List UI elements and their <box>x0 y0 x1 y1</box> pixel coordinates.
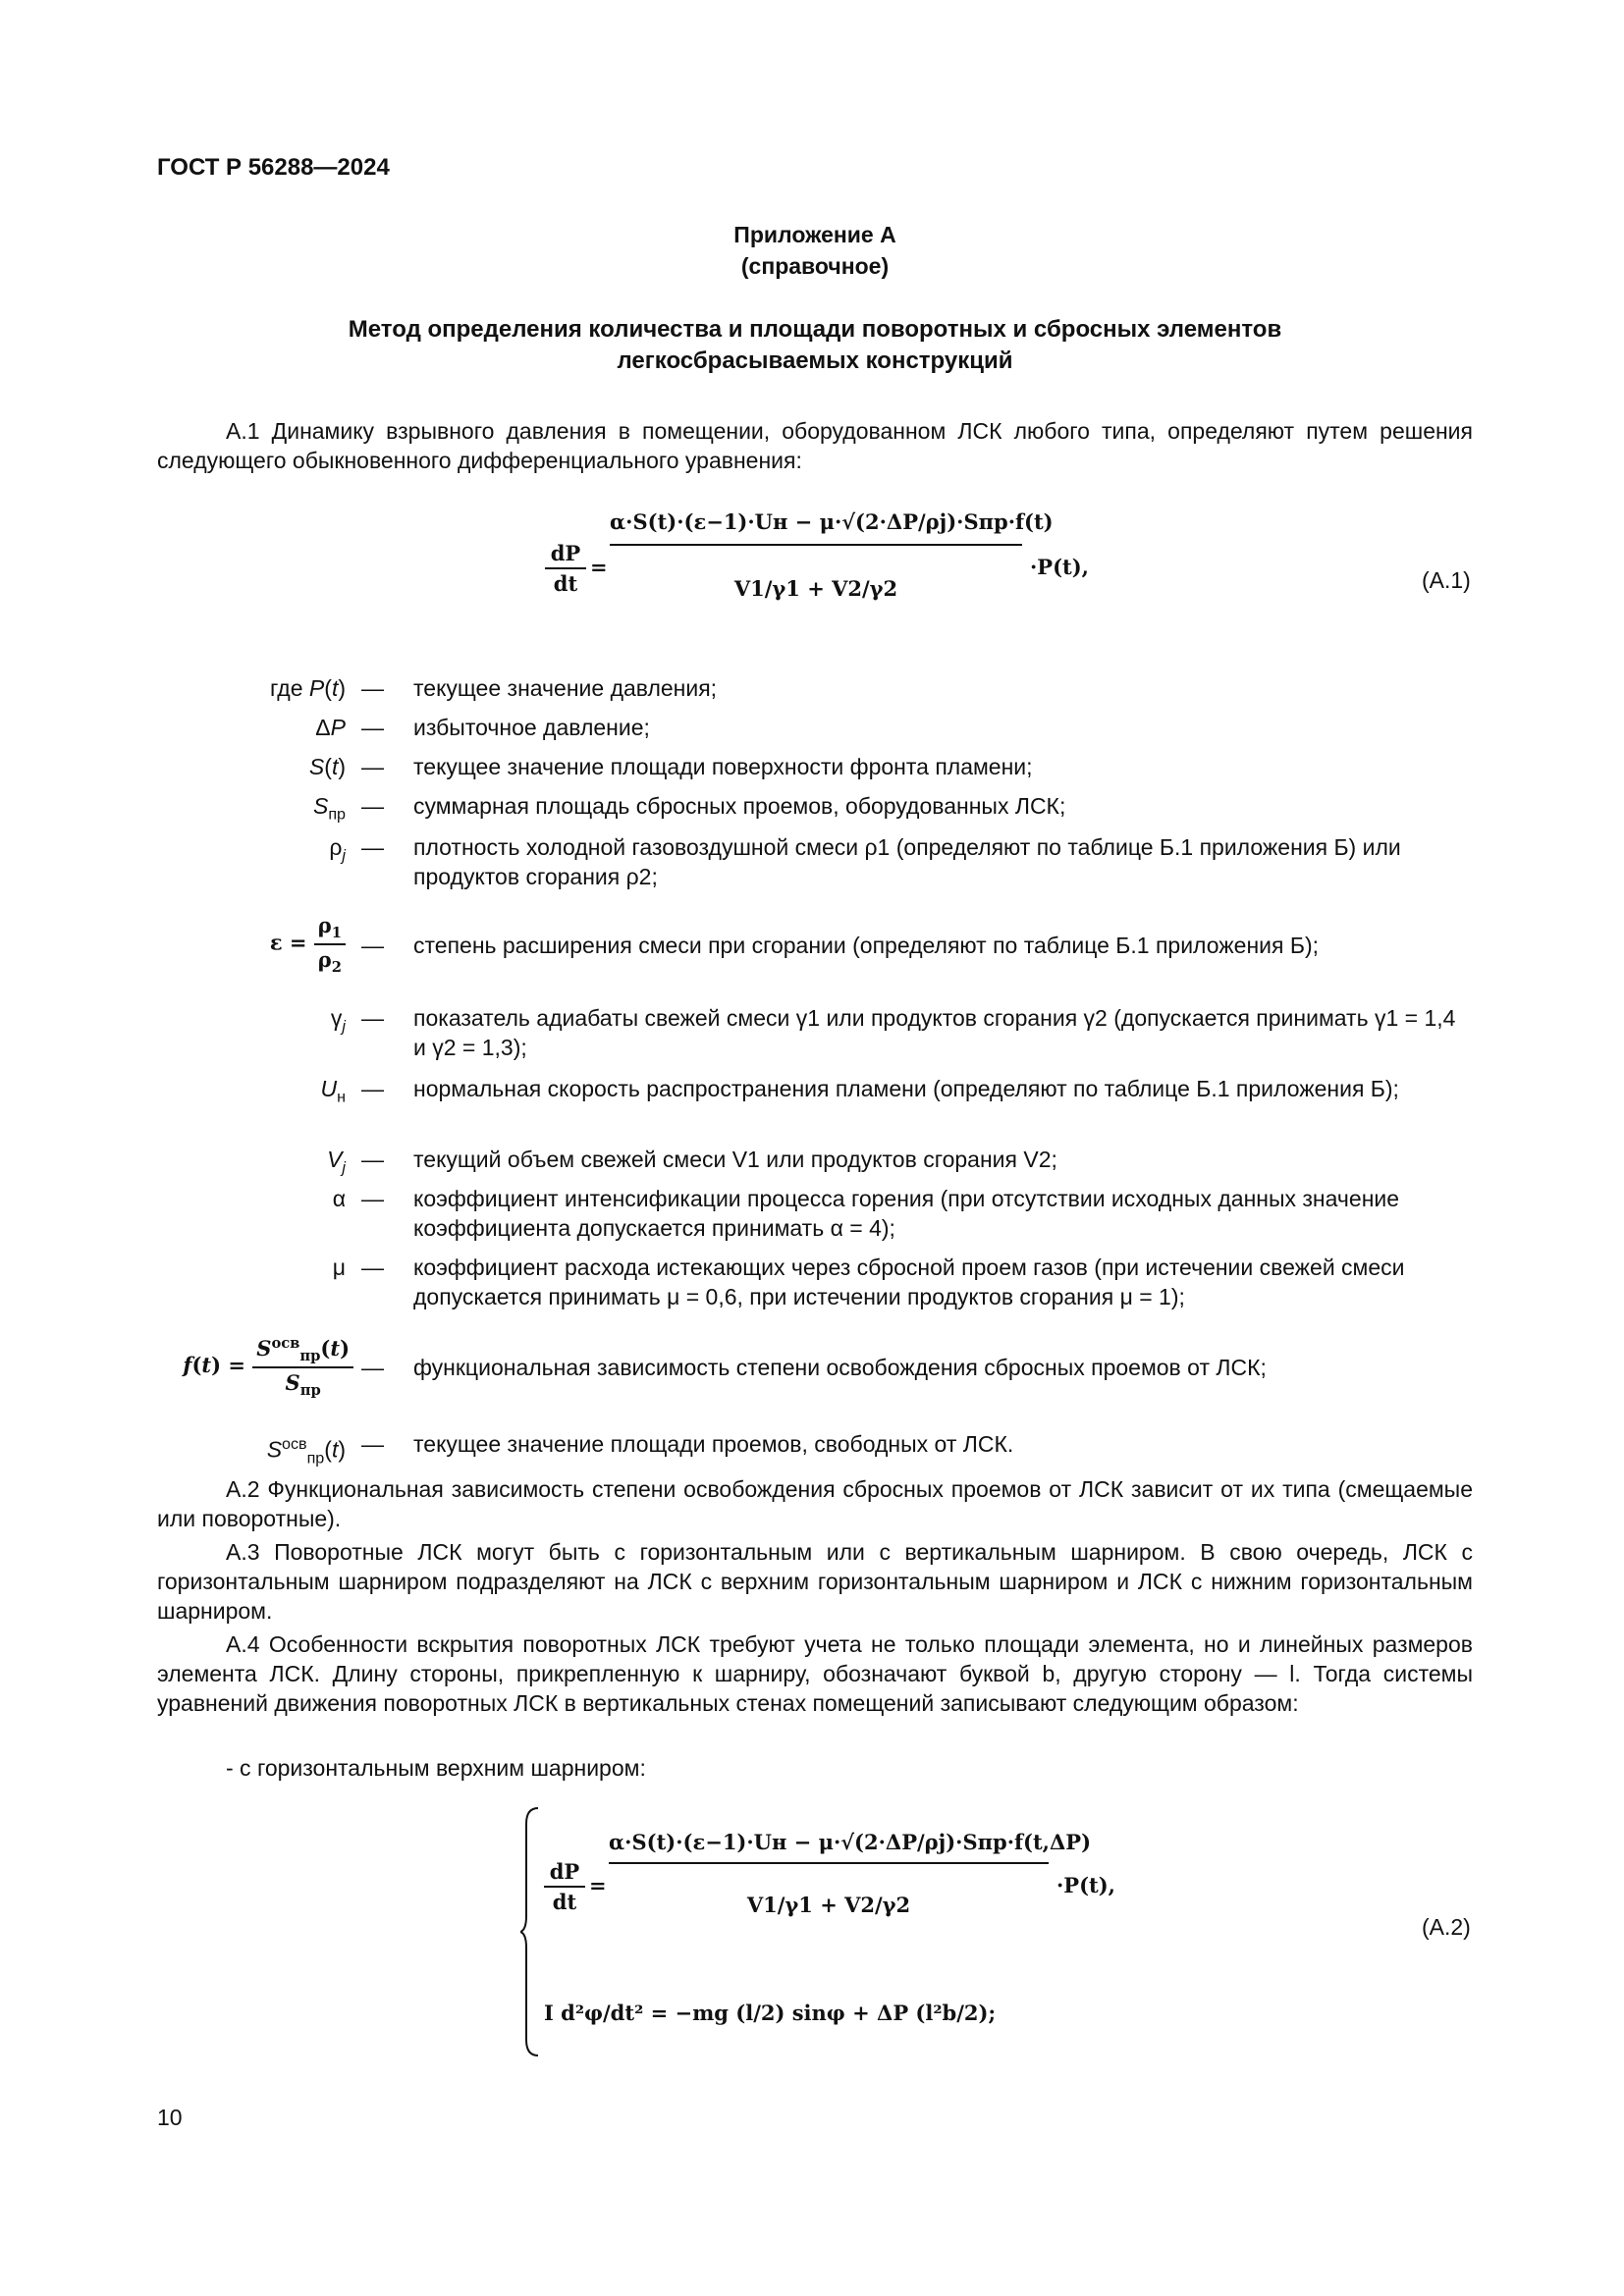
eq-a2-numerator: α·S(t)·(ε−1)·Uн − μ·√(2·ΔP/ρj)·Sпр·f(t,ΔP) <box>609 1830 1049 1864</box>
eq-a2-equals: = <box>589 1873 607 1897</box>
where-dash: — <box>361 1076 384 1101</box>
where-dash: — <box>361 1255 384 1280</box>
eq-a2-second-line: I d²φ/dt² = −mg (l/2) sinφ + ΔP (l²b/2); <box>544 2001 997 2025</box>
where-sym-3: $S_{пр}$ <box>312 793 346 824</box>
eq-a2-lhs-numerator: dP <box>544 1859 585 1888</box>
standard-code: ГОСТ Р 56288—2024 <box>157 154 390 181</box>
where-sym-0: где P(t) <box>269 675 346 701</box>
paragraph-a3: А.3 Поворотные ЛСК могут быть с горизонтальным или с вертикальным шарниром. В свою очередь, ЛСК с горизонтальным шарниром подразделяют на ЛСК с верхним горизонтальным шарниром и ЛСК с нижним горизонтальным шарниром. <box>157 1539 1473 1624</box>
eq-a1-lhs-numerator: dP <box>545 541 586 569</box>
paragraph-a2: А.2 Функциональная зависимость степени освобождения сбросных проемов от ЛСК зависит от их типа (смещаемые или поворотные). <box>157 1476 1473 1531</box>
eq-a2-lhs-denominator: dt <box>552 1890 577 1914</box>
system-brace-icon <box>520 1804 542 2059</box>
where-dash: — <box>361 834 384 860</box>
where-sym-6: $\gamma_j$ <box>330 1005 346 1036</box>
where-desc-0: текущее значение давления; <box>413 675 718 701</box>
where-sym-12: $S^{осв}_{пр}(t)$ <box>266 1435 346 1468</box>
where-sym-10: μ <box>332 1255 346 1280</box>
where-dash: — <box>361 1005 384 1031</box>
eq-a1-lhs-denominator: dt <box>553 571 578 596</box>
eq-a1-equals: = <box>590 555 608 579</box>
eq-a1-tail: ·P(t), <box>1030 555 1089 579</box>
where-desc-10: коэффициент расхода истекающих через сбросной проем газов (при истечении свежей смеси допускается принимать μ = 0,6, при истечении продуктов сгорания μ = 1); <box>413 1255 1405 1309</box>
page-number: 10 <box>157 2105 183 2130</box>
where-sym-11: f(t) = $\frac{S^{осв}_{пр}(t)}{S_{пр}}$ <box>147 1335 353 1399</box>
paragraph-a1: А.1 Динамику взрывного давления в помещении, оборудованном ЛСК любого типа, определяют путем решения следующего обыкновенного дифференциального уравнения: <box>157 418 1473 473</box>
equation-a1 <box>545 496 1095 643</box>
where-desc-1: избыточное давление; <box>413 715 650 740</box>
where-sym-9: α <box>332 1186 346 1211</box>
appendix-title: Приложение А <box>733 222 896 247</box>
paragraph-hinge-top: - с горизонтальным верхним шарниром: <box>226 1755 646 1781</box>
where-dash: — <box>361 1431 384 1457</box>
where-sym-1: ΔP <box>315 715 346 740</box>
eq-a1-denominator: V1/γ1 + V2/γ2 <box>733 576 898 601</box>
where-desc-12: текущее значение площади проемов, свободных от ЛСК. <box>413 1431 1014 1457</box>
equation-a2-number: (А.2) <box>1422 1914 1471 1940</box>
where-dash: — <box>361 933 384 958</box>
eq-a2-tail: ·P(t), <box>1056 1873 1115 1897</box>
where-sym-5: ε = $\frac{\rho_1}{\rho_2}$ <box>157 913 346 976</box>
where-desc-11: функциональная зависимость степени освобождения сбросных проемов от ЛСК; <box>413 1355 1267 1380</box>
where-sym-8: $V_j$ <box>327 1147 346 1177</box>
where-sym-2: S(t) <box>308 754 346 779</box>
appendix-type: (справочное) <box>740 253 890 279</box>
eq-a2-denominator: V1/γ1 + V2/γ2 <box>746 1893 911 1917</box>
where-dash: — <box>361 1147 384 1172</box>
where-dash: — <box>361 793 384 819</box>
where-desc-6: показатель адиабаты свежей смеси γ1 или продуктов сгорания γ2 (допускается принимать γ1 = 1,4 и γ2 = 1,3); <box>413 1005 1456 1060</box>
where-sym-4: $\rho_j$ <box>329 834 346 865</box>
where-desc-7: нормальная скорость распространения пламени (определяют по таблице Б.1 приложения Б); <box>413 1076 1399 1101</box>
where-sym-7: $U_н$ <box>320 1076 346 1106</box>
where-desc-4: плотность холодной газовоздушной смеси ρ1 (определяют по таблице Б.1 приложения Б) или продуктов сгорания ρ2; <box>413 834 1401 889</box>
where-dash: — <box>361 754 384 779</box>
document-title-line1: Метод определения количества и площади поворотных и сбросных элементов <box>348 316 1282 343</box>
where-desc-8: текущий объем свежей смеси V1 или продуктов сгорания V2; <box>413 1147 1057 1172</box>
document-title-line2: легкосбрасываемых конструкций <box>617 347 1013 374</box>
equation-a2 <box>520 1804 1129 2059</box>
equation-a1-number: (А.1) <box>1422 567 1471 593</box>
where-dash: — <box>361 715 384 740</box>
where-dash: — <box>361 1186 384 1211</box>
where-desc-5: степень расширения смеси при сгорании (определяют по таблице Б.1 приложения Б); <box>413 933 1319 958</box>
where-desc-2: текущее значение площади поверхности фронта пламени; <box>413 754 1033 779</box>
paragraph-a4: А.4 Особенности вскрытия поворотных ЛСК требуют учета не только площади элемента, но и линейных размеров элемента ЛСК. Длину стороны, прикрепленную к шарниру, обозначают буквой b, другую сторону — l. Тогда системы уравнений движения поворотных ЛСК в вертикальных стенах помещений записывают следующим образом: <box>157 1631 1473 1716</box>
where-dash: — <box>361 675 384 701</box>
where-desc-9: коэффициент интенсификации процесса горения (при отсутствии исходных данных значение коэффициента допускается принимать α = 4); <box>413 1186 1400 1241</box>
where-dash: — <box>361 1355 384 1380</box>
where-desc-3: суммарная площадь сбросных проемов, оборудованных ЛСК; <box>413 793 1066 819</box>
eq-a1-numerator: α·S(t)·(ε−1)·Uн − μ·√(2·ΔP/ρj)·Sпр·f(t) <box>610 509 1022 546</box>
